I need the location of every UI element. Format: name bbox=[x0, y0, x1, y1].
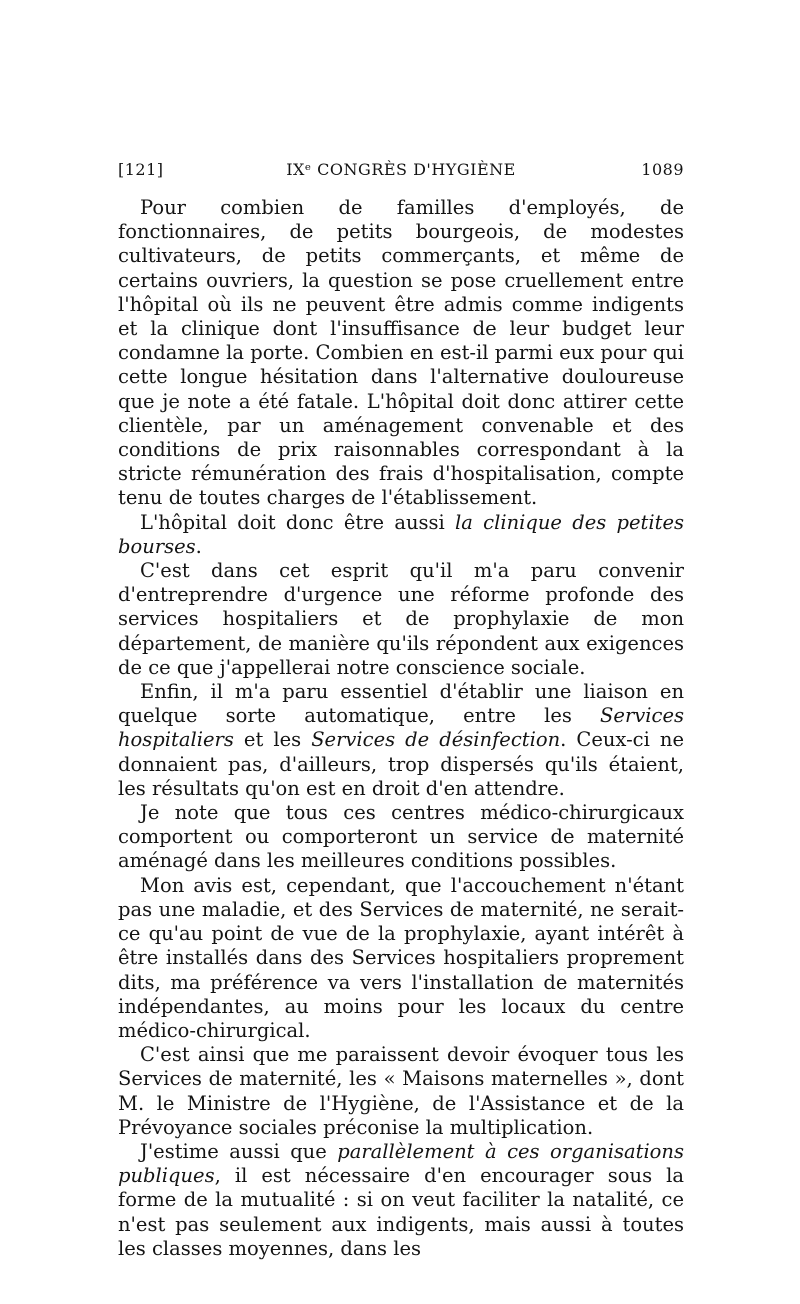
header-page-bracket: [121] bbox=[118, 160, 164, 179]
text-run: L'hôpital doit donc être aussi bbox=[140, 510, 456, 534]
paragraph bbox=[118, 196, 684, 511]
text-run: Pour combien de familles d'employés, de fonctionnaires, de petits bourgeois, de modestes cultivateurs, de petits commerçants, et même de certains ouvriers, la question se pose cruellement entre l'hôpital où ils ne peuvent être admis comme indigents et la clinique dont l'insuffisance de leur budget leur condamne la porte. Combien en est-il parmi eux pour qui cette longue hésitation dans l'alternative douloureuse que je note a été fatale. L'hôpital doit donc attirer cette clientèle, par un aménagement convenable et des conditions de prix raisonnables correspondant à la stricte rémunération des frais d'hospitalisation, compte tenu de toutes charges de l'établissement. bbox=[118, 196, 684, 510]
paragraph bbox=[118, 874, 684, 1043]
text-run: C'est dans cet esprit qu'il m'a paru convenir d'entreprendre d'urgence une réforme profonde des services hospitaliers et de prophylaxie de mon département, de manière qu'ils répondent aux exigences de ce que j'appellerai notre conscience sociale. bbox=[118, 559, 684, 679]
paragraph bbox=[118, 1043, 684, 1140]
text-run: Enfin, il m'a paru essentiel d'établir une liaison en quelque sorte automatique, entre les bbox=[118, 680, 684, 728]
header-page-number: 1089 bbox=[641, 160, 684, 179]
text-run: J'estime aussi que bbox=[140, 1139, 338, 1163]
text-run: et les bbox=[233, 728, 312, 752]
paragraph bbox=[118, 559, 684, 680]
italic-phrase: la clinique des petites bourses bbox=[118, 510, 684, 558]
paragraph bbox=[118, 680, 684, 801]
page-body bbox=[118, 196, 684, 1261]
italic-phrase: Services hospitaliers bbox=[118, 704, 684, 752]
italic-phrase: Services de désinfection bbox=[311, 728, 561, 752]
header-title: IXᵉ CONGRÈS D'HYGIÈNE bbox=[286, 160, 516, 179]
text-run: . Ceux-ci ne donnaient pas, d'ailleurs, trop dispersés qu'ils étaient, les résultats qu'on est en droit d'en attendre. bbox=[118, 728, 684, 800]
paragraph bbox=[118, 1140, 684, 1261]
text-run: Je note que tous ces centres médico-chirurgicaux comportent ou comporteront un service de maternité aménagé dans les meilleures conditions possibles. bbox=[118, 801, 684, 873]
paragraph bbox=[118, 511, 684, 559]
text-run: Mon avis est, cependant, que l'accouchement n'étant pas une maladie, et des Services de maternité, ne serait-ce qu'au point de vue de la prophylaxie, ayant intérêt à être installés dans des Services hospitaliers proprement dits, ma préférence va vers l'installation de maternités indépendantes, au moins pour les locaux du centre médico-chirurgical. bbox=[118, 873, 684, 1042]
text-run: C'est ainsi que me paraissent devoir évoquer tous les Services de maternité, les « Maisons maternelles », dont M. le Ministre de l'Hygiène, de l'Assistance et de la Prévoyance sociales préconise la multiplication. bbox=[118, 1043, 684, 1139]
paragraph bbox=[118, 801, 684, 874]
text-run: . bbox=[195, 534, 202, 558]
running-header bbox=[118, 160, 684, 182]
text-run: , il est nécessaire d'en encourager sous la forme de la mutualité : si on veut faciliter la natalité, ce n'est pas seulement aux indigents, mais aussi à toutes les classes moyennes, dans les bbox=[118, 1164, 684, 1260]
italic-phrase: parallèlement à ces organisations publiques bbox=[118, 1139, 684, 1188]
